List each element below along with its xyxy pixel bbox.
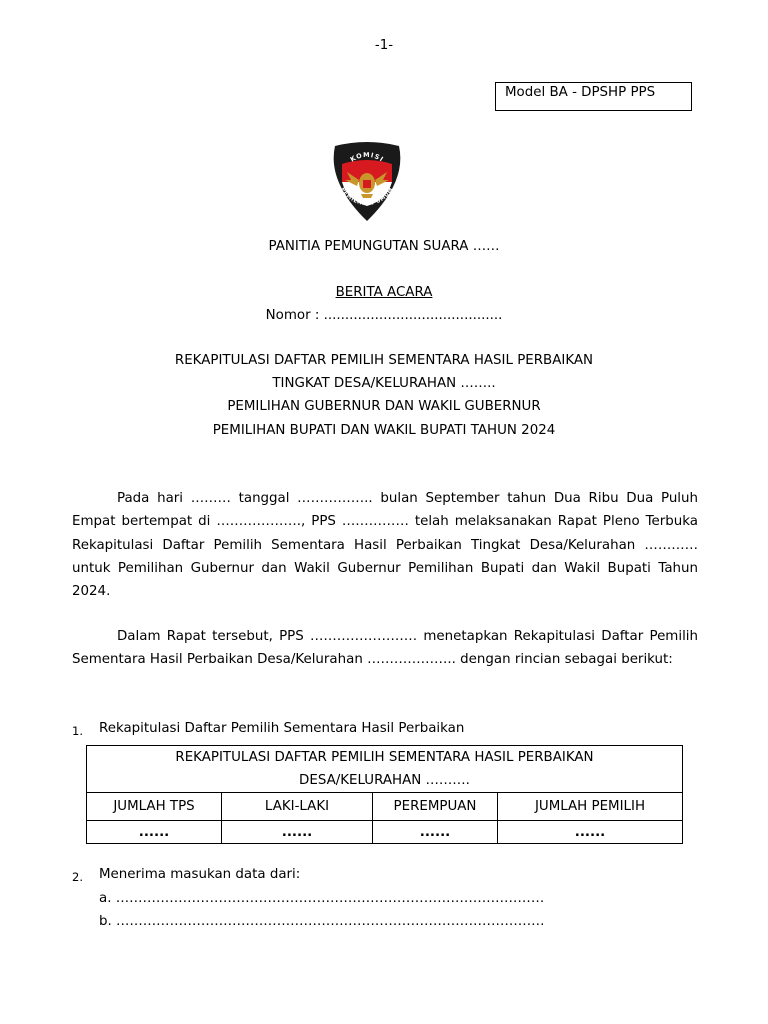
document-title: BERITA ACARA — [335, 285, 433, 300]
table-title-cell — [87, 746, 683, 793]
table-value-jumlah-tps: ...... — [87, 821, 222, 844]
table-value-jumlah-pemilih: ...... — [498, 821, 683, 844]
paragraph-opening — [72, 487, 698, 603]
paragraph-meeting — [72, 625, 698, 672]
heading-line-3: PEMILIHAN GUBERNUR DAN WAKIL GUBERNUR — [227, 399, 541, 414]
svg-text:KOMISI: KOMISI — [348, 150, 386, 164]
heading-line-2: TINGKAT DESA/KELURAHAN …….. — [272, 376, 496, 391]
input-source-a: a. …………………………………………………………………………………… — [99, 891, 545, 906]
input-source-b: b. …………………………………………………………………………………… — [99, 914, 545, 929]
table-value-perempuan: ...... — [373, 821, 498, 844]
table-header-perempuan: PEREMPUAN — [373, 793, 498, 821]
table-header-jumlah-pemilih: JUMLAH PEMILIH — [498, 793, 683, 821]
committee-line: PANITIA PEMUNGUTAN SUARA …… — [268, 239, 500, 254]
table-header-laki-laki: LAKI-LAKI — [222, 793, 373, 821]
document-number: Nomor : .......................................... — [265, 308, 503, 323]
model-label-box: Model BA - DPSHP PPS — [495, 82, 692, 111]
heading-line-1: REKAPITULASI DAFTAR PEMILIH SEMENTARA HASIL PERBAIKAN — [174, 353, 594, 368]
list-item-2: Menerima masukan data dari: — [99, 867, 301, 882]
list-item-1: Rekapitulasi Daftar Pemilih Sementara Hasil Perbaikan — [99, 721, 465, 736]
table-title-line-1: REKAPITULASI DAFTAR PEMILIH SEMENTARA HASIL PERBAIKAN — [175, 750, 594, 765]
table-header-jumlah-tps: JUMLAH TPS — [87, 793, 222, 821]
page-number: -1- — [374, 38, 394, 53]
list-number-1: 1. — [72, 724, 83, 738]
paragraph-meeting-text: Dalam Rapat tersebut, PPS …………………… menetapkan Rekapitulasi Daftar Pemilih Sementara Hasil Perbaikan Desa/Kelurahan ……………….. dengan rincian sebagai berikut: — [72, 629, 698, 668]
kpu-logo — [327, 142, 407, 222]
svg-text:PEMILIHAN UMUM: PEMILIHAN UMUM — [339, 186, 395, 208]
table-value-laki-laki: ...... — [222, 821, 373, 844]
table-title-line-2: DESA/KELURAHAN ………. — [299, 773, 470, 788]
recap-table — [86, 745, 683, 844]
paragraph-opening-text: Pada hari ……… tanggal …………….. bulan September tahun Dua Ribu Dua Puluh Empat bertempat di ………………., PPS …………… telah melaksanakan Rapat Pleno Terbuka Rekapitulasi Daftar Pemilih Sementara Hasil Perbaikan Tingkat Desa/Kelurahan ………… untuk Pemilihan Gubernur dan Wakil Gubernur Pemilihan Bupati dan Wakil Bupati Tahun 2024. — [72, 491, 698, 600]
list-number-2: 2. — [72, 870, 83, 884]
heading-line-4: PEMILIHAN BUPATI DAN WAKIL BUPATI TAHUN 2024 — [212, 423, 556, 438]
